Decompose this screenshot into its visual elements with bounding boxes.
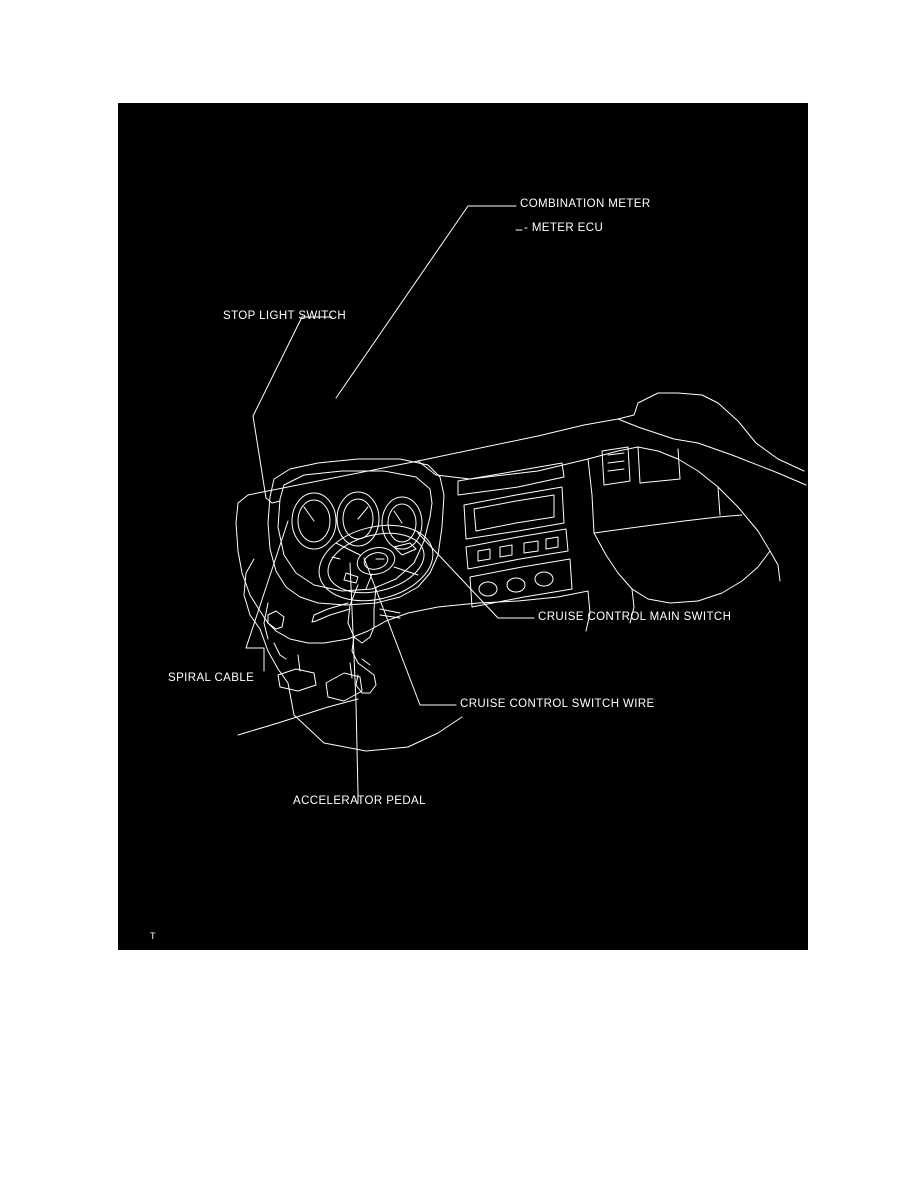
left-lower-dash <box>244 559 288 683</box>
callout-spiral-cable: SPIRAL CABLE <box>168 672 255 684</box>
callout-meter-ecu: - METER ECU <box>524 222 604 234</box>
diagram-linework <box>118 103 808 950</box>
vehicle-interior-diagram <box>118 103 808 950</box>
leader-lines <box>246 206 534 803</box>
callout-accelerator-pedal: ACCELERATOR PEDAL <box>293 795 426 807</box>
callout-stop-light-switch: STOP LIGHT SWITCH <box>223 310 347 322</box>
center-stack <box>458 447 680 607</box>
callout-cruise-control-switch-wire: CRUISE CONTROL SWITCH WIRE <box>460 698 655 710</box>
callout-combination-meter: COMBINATION METER <box>520 198 651 210</box>
callout-cruise-control-main-switch: CRUISE CONTROL MAIN SWITCH <box>538 611 732 623</box>
dashboard-outline <box>236 393 806 643</box>
figure-corner-mark: T <box>150 931 156 941</box>
